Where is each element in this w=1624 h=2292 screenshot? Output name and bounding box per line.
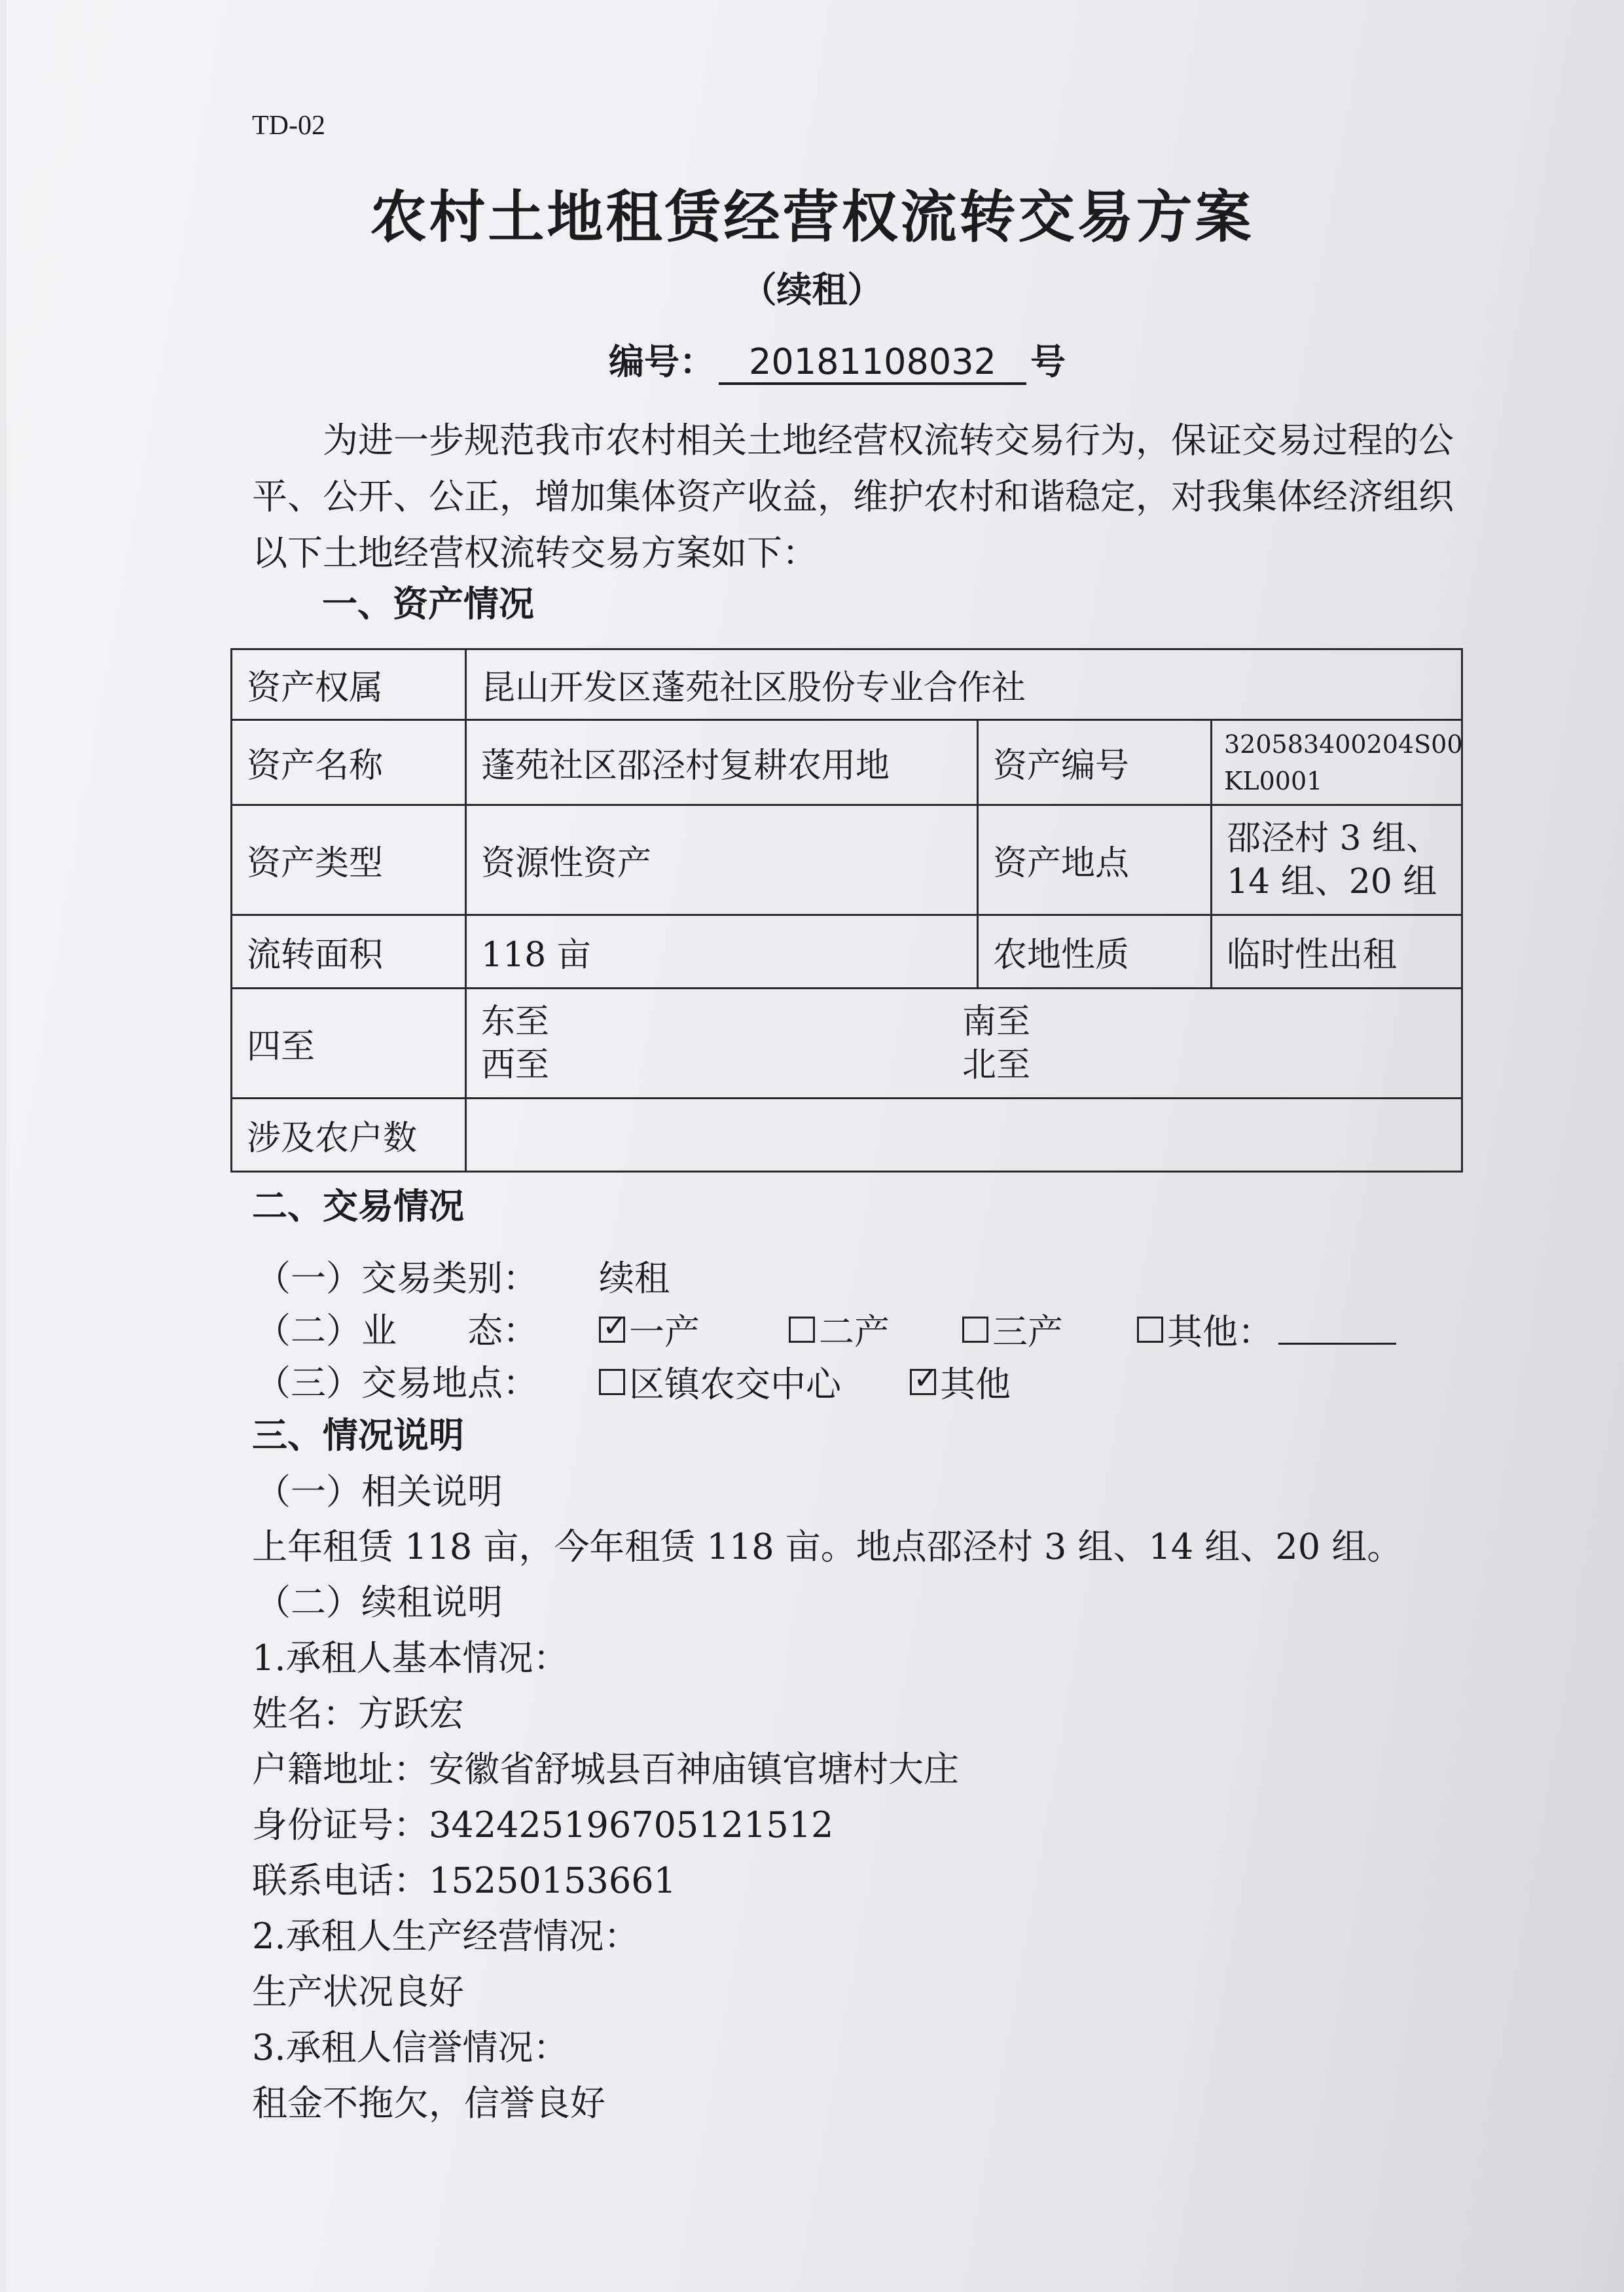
north-boundary: 北至: [962, 1045, 1031, 1085]
transfer-area-label: 流转面积: [232, 915, 466, 989]
checkbox-checked-icon[interactable]: [599, 1317, 625, 1343]
east-boundary: 东至: [481, 1002, 550, 1042]
transfer-area-value: 118 亩: [466, 915, 978, 989]
checkbox-icon[interactable]: [1137, 1317, 1163, 1343]
subheading-related: （一）相关说明: [255, 1471, 503, 1512]
ownership-label: 资产权属: [232, 649, 466, 720]
table-row: [232, 989, 1462, 1099]
south-boundary: 南至: [962, 1002, 1031, 1042]
table-row: [232, 1099, 1462, 1172]
credit-title: 3.承租人信誉情况：: [252, 2027, 569, 2068]
trade-type-label: （一）交易类别：: [255, 1258, 538, 1299]
asset-table: [230, 648, 1463, 1173]
boundaries-label: 四至: [232, 989, 466, 1099]
document-subtitle: （续租）: [741, 269, 883, 310]
other-blank-line: [1278, 1314, 1396, 1345]
related-text: 上年租赁 118 亩，今年租赁 118 亩。地点邵泾村 3 组、14 组、20 组。: [252, 1526, 1403, 1567]
table-row: [232, 915, 1462, 989]
lessee-name: 姓名：方跃宏: [252, 1693, 464, 1734]
industry-option-other[interactable]: 其他：: [1137, 1304, 1396, 1355]
asset-type-value: 资源性资产: [466, 805, 978, 915]
industry-option-tertiary[interactable]: 三产: [962, 1304, 1063, 1355]
ownership-value: 昆山开发区蓬苑社区股份专业合作社: [466, 649, 1462, 720]
production-status: 生产状况良好: [252, 1971, 464, 2012]
west-boundary: 西至: [481, 1045, 550, 1085]
industry-options: [599, 1304, 1515, 1353]
industry-label: （二）业 态：: [255, 1310, 538, 1351]
serial-number-suffix: 号: [1030, 341, 1066, 382]
asset-code-value: 320583400204S00 KL0001: [1212, 720, 1462, 805]
table-row: [232, 720, 1462, 805]
place-option-center[interactable]: 区镇农交中心: [599, 1356, 841, 1407]
trade-type-value: 续租: [599, 1258, 670, 1299]
asset-name-label: 资产名称: [232, 720, 466, 805]
document-code: TD-02: [252, 111, 325, 141]
asset-type-label: 资产类型: [232, 805, 466, 915]
subheading-renewal: （二）续租说明: [255, 1582, 503, 1623]
section-heading-explanation: 三、情况说明: [252, 1415, 464, 1456]
lessee-phone: 联系电话：15250153661: [252, 1860, 676, 1901]
table-row: [232, 805, 1462, 915]
lessee-id-number: 身份证号：342425196705121512: [252, 1804, 834, 1846]
document-title: 农村土地租赁经营权流转交易方案: [370, 185, 1254, 250]
lessee-address: 户籍地址：安徽省舒城县百神庙镇官塘村大庄: [252, 1749, 959, 1790]
checkbox-icon[interactable]: [599, 1369, 625, 1395]
credit-status: 租金不拖欠，信誉良好: [252, 2083, 605, 2124]
checkbox-icon[interactable]: [962, 1317, 988, 1343]
trade-place-label: （三）交易地点：: [255, 1362, 538, 1404]
industry-option-primary[interactable]: ✓ 一产: [599, 1304, 700, 1355]
trade-place-options: [599, 1356, 1515, 1405]
serial-number-label: 编号：: [609, 341, 715, 382]
asset-code-label: 资产编号: [978, 720, 1212, 805]
production-title: 2.承租人生产经营情况：: [252, 1916, 640, 1957]
checkbox-icon[interactable]: [789, 1317, 815, 1343]
asset-location-label: 资产地点: [978, 805, 1212, 915]
industry-option-secondary[interactable]: 二产: [789, 1304, 890, 1355]
section-heading-assets: 一、资产情况: [322, 583, 534, 625]
asset-location-value: 邵泾村 3 组、 14 组、20 组: [1212, 805, 1462, 915]
boundaries-value: [466, 989, 1462, 1099]
households-label: 涉及农户数: [232, 1099, 466, 1172]
checkbox-checked-icon[interactable]: [910, 1369, 936, 1395]
table-row: [232, 649, 1462, 720]
lessee-basic-title: 1.承租人基本情况：: [252, 1637, 569, 1679]
serial-number-line: [609, 334, 1066, 385]
land-nature-value: 临时性出租: [1212, 915, 1462, 989]
households-value: [466, 1099, 1462, 1172]
intro-paragraph: 为进一步规范我市农村相关土地经营权流转交易行为，保证交易过程的公平、公开、公正，增加集体资产收益，维护农村和谐稳定，对我集体经济组织以下土地经营权流转交易方案如下：: [252, 420, 1454, 573]
land-nature-label: 农地性质: [978, 915, 1212, 989]
place-option-other[interactable]: ✓ 其他: [910, 1356, 1011, 1407]
section-heading-trade: 二、交易情况: [252, 1186, 464, 1227]
asset-name-value: 蓬苑社区邵泾村复耕农用地: [466, 720, 978, 805]
serial-number-value: 20181108032: [719, 341, 1026, 385]
